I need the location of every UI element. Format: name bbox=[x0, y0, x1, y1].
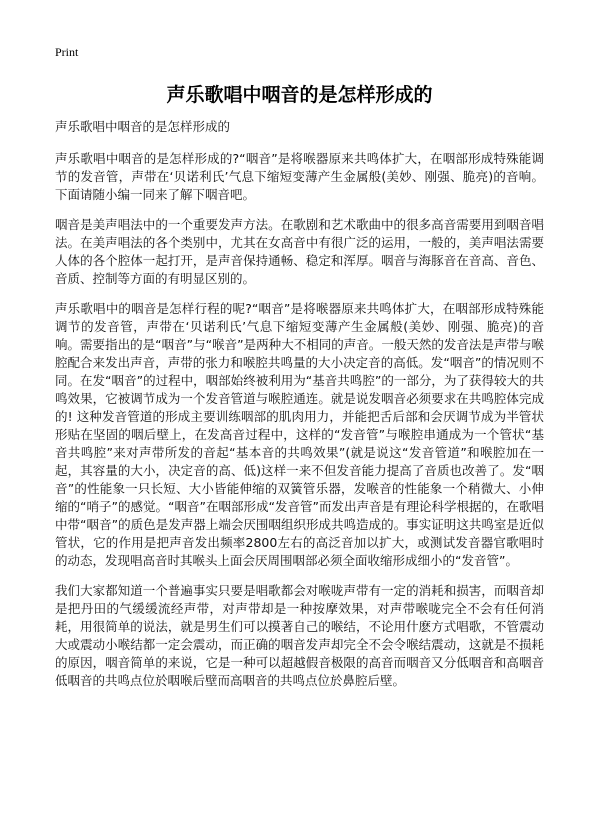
document-subtitle: 声乐歌唱中咽音的是怎样形成的 bbox=[55, 119, 231, 134]
paragraph-intro: 声乐歌唱中咽音的是怎样形成的?“咽音”是将喉器原来共鸣体扩大，在咽部形成特殊能调节的发音管，声带在‘贝诺利氏’气息下缩短变薄产生金属般(美妙、刚强、脆亮)的音响。下面请随小编一同来了解下咽音吧。 bbox=[55, 151, 544, 202]
paragraph-formation: 声乐歌唱中的咽音是怎样行程的呢?“咽音”是将喉器原来共鸣体扩大，在咽部形成特殊能调节的发音管，声带在‘贝诺利氏’气息下缩短变薄产生金属般(美妙、刚强、脆亮)的音响。需要指出的是“咽音”与“喉音”是两种大不相同的声音。一般天然的发音法是声带与喉腔配合来发出声音，声带的张力和喉腔共鸣量的大小决定音的高低。发“咽音”的情况则不同。在发“咽音”的过程中，咽部始终被利用为“基音共鸣腔”的一部分，为了获得较大的共鸣效果，它被调节成为一个发音管道与喉腔通连。就是说发咽音必须要求在共鸣腔体完成的! 这种发音管道的形成主要训练咽部的肌肉用力，并能把舌后部和会厌调节成为半管状形贴在坚固的咽后壁上，在发高音过程中，这样的“发音管”与喉腔串通成为一个管状“基音共鸣腔”来对声带所发的音起“基本音的共鸣效果”(就是说这“发音管道”和喉腔加在一起，其容量的大小，决定音的高、低)这样一来不但发音能力提高了音质也改善了。发“咽音”的性能象一只长短、大小皆能伸缩的双簧管乐器，发喉音的性能象一个稍微大、小伸缩的“哨子”的感觉。“咽音”在咽部形成“发音管”而发出声音是有理论科学根据的，在歌唱中带“咽音”的质色是发声器上端会厌围咽组织形成共鸣造成的。事实证明这共鸣室是近似管状，它的作用是把声音发出频率2800左右的高泛音加以扩大，或测试发音器官歌唱时的动态，发现唱高音时其喉头上面会厌周围咽部必须全面收缩形成细小的“发音管”。 bbox=[55, 301, 544, 568]
print-label: Print bbox=[55, 45, 79, 59]
document-title: 声乐歌唱中咽音的是怎样形成的 bbox=[166, 84, 433, 106]
paragraph-definition: 咽音是美声唱法中的一个重要发声方法。在歌剧和艺术歌曲中的很多高音需要用到咽音唱法。在美声唱法的各个类别中，尤其在女高音中有很广泛的运用，一般的，美声唱法需要人体的各个腔体一起打开，是声音保持通畅、稳定和浑厚。咽音与海豚音在音高、音色、音质、控制等方面的有明显区别的。 bbox=[55, 217, 544, 286]
paragraph-benefits: 我们大家都知道一个普遍事实只要是唱歌都会对喉咙声带有一定的消耗和损害，而咽音却是把丹田的气缓缓流经声带，对声带却是一种按摩效果，对声带喉咙完全不会有任何消耗，用很简单的说法，就是男生们可以摸著自己的喉结，不论用什麽方式唱歌，不管震动大或震动小喉结都一定会震动，而正确的咽音发声却完全不会令喉结震动，这就是不损耗的原因，咽音简单的来说，它是一种可以超越假音极限的高音而咽音又分低咽音和高咽音低咽音的共鸣点位於咽喉后壁而高咽音的共鸣点位於鼻腔后壁。 bbox=[55, 583, 544, 688]
